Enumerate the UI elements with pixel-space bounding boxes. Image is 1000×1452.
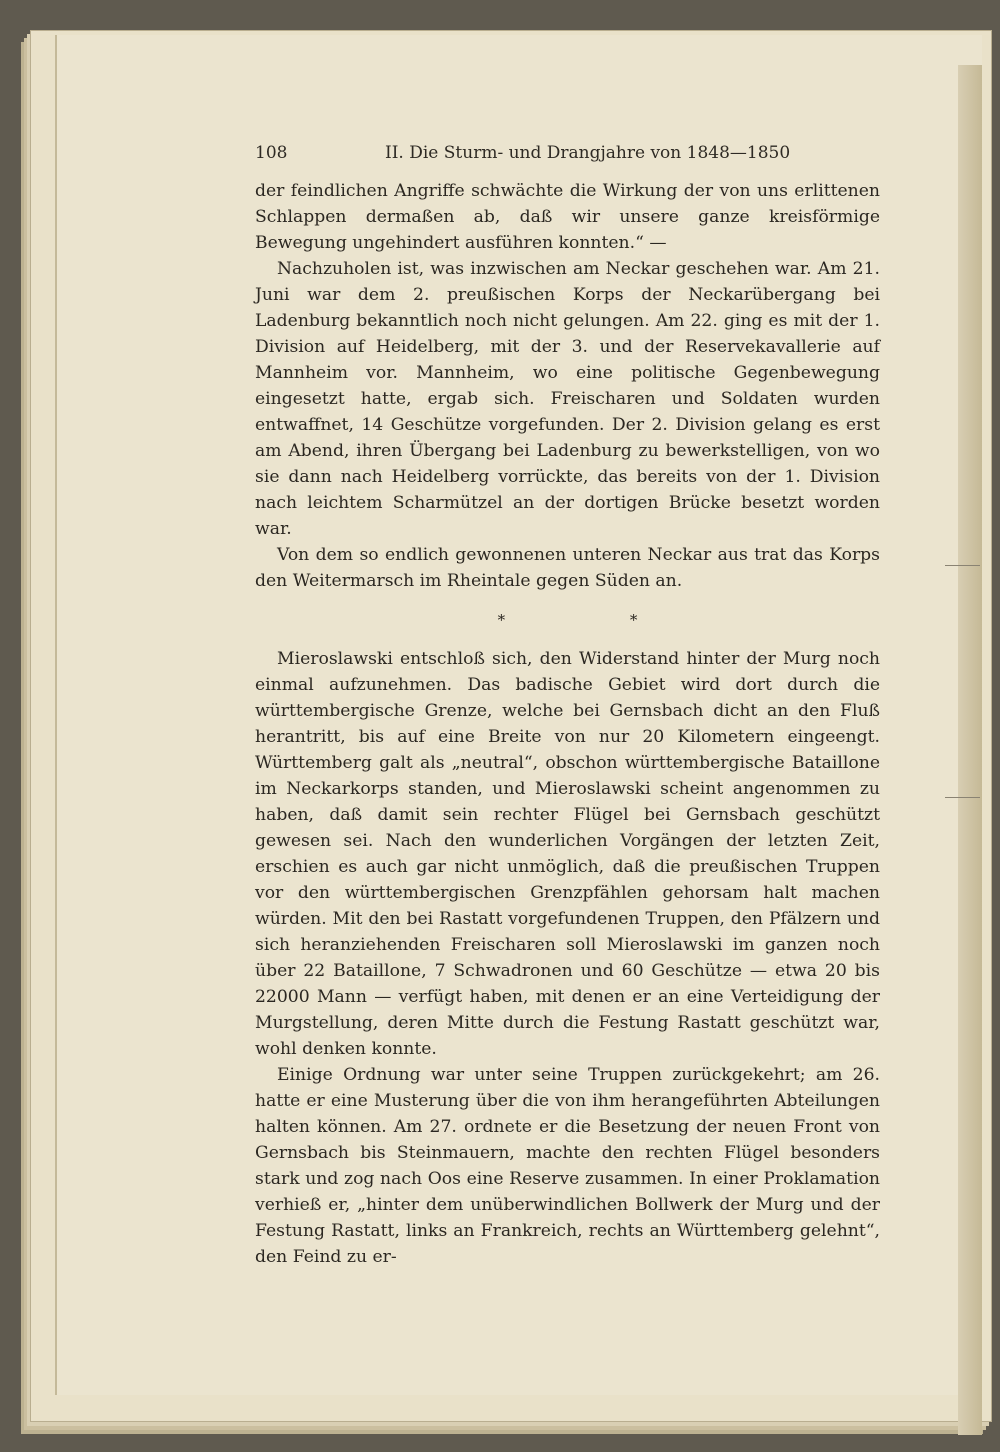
page-edge: [958, 65, 982, 1435]
paragraph-continuation: der feindlichen Angriffe schwächte die Wirkung der von uns erlittenen Schlappen dermaßen ab, daß wir unsere ganze kreisförmige Bewegung ungehindert ausführen konnten.“ —: [255, 181, 880, 253]
running-head: II. Die Sturm- und Drangjahre von 1848—1850: [385, 143, 791, 163]
margin-mark: [945, 797, 980, 798]
paragraph-ordnung: Einige Ordnung war unter seine Truppen zurückgekehrt; am 26. hatte er eine Musterung über die von ihm herangeführten Abteilungen halten können. Am 27. ordnete er die Besetzung der neuen Front von Gernsbach bis Steinmauern, machte den rechten Flügel besonders stark und zog nach Oos eine Reserve zusammen. In einer Proklamation verhieß er, „hinter dem unüberwindlichen Bollwerk der Murg und der Festung Rastatt, links an Frankreich, rechts an Württemberg gelehnt“, den Feind zu er-: [255, 1065, 880, 1267]
margin-mark: [945, 565, 980, 566]
page-number: 108: [255, 143, 288, 163]
body-text: [255, 178, 880, 1270]
paragraph-neckar: Nachzuholen ist, was inzwischen am Neckar geschehen war. Am 21. Juni war dem 2. preußischen Korps der Neckarübergang bei Ladenburg bekanntlich noch nicht gelungen. Am 22. ging es mit der 1. Division auf Heidelberg, mit der 3. und der Reservekavallerie auf Mannheim vor. Mannheim, wo eine politische Gegenbewegung eingesetzt hatte, ergab sich. Freischaren und Soldaten wurden entwaffnet, 14 Geschütze vorgefunden. Der 2. Division gelang es erst am Abend, ihren Übergang bei Ladenburg zu bewerkstelligen, von wo sie dann nach Heidelberg vorrückte, das bereits von der 1. Division nach leichtem Scharmützel an der dortigen Brücke besetzt worden war.: [255, 259, 880, 539]
paragraph-mieroslawski: Mieroslawski entschloß sich, den Widerstand hinter der Murg noch einmal aufzunehmen. Das badische Gebiet wird dort durch die württembergische Grenze, welche bei Gernsbach dicht an den Fluß herantritt, bis auf eine Breite von nur 20 Kilometern eingeengt. Württemberg galt als „neutral“, obschon württembergische Bataillone im Neckarkorps standen, und Mieroslawski scheint angenommen zu haben, daß damit sein rechter Flügel bei Gernsbach geschützt gewesen sei. Nach den wunderlichen Vorgängen der letzten Zeit, erschien es auch gar nicht unmöglich, daß die preußischen Truppen vor den württembergischen Grenzpfählen gehorsam halt machen würden. Mit den bei Rastatt vorgefundenen Truppen, den Pfälzern und sich heranziehenden Freischaren soll Mieroslawski im ganzen noch über 22 Bataillone, 7 Schwadronen und 60 Geschütze — etwa 20 bis 22000 Mann — verfügt haben, mit denen er an eine Verteidigung der Murgstellung, deren Mitte durch die Festung Rastatt geschützt war, wohl denken konnte.: [255, 649, 880, 1059]
page-header: [255, 143, 880, 167]
paragraph-korps: Von dem so endlich gewonnenen unteren Neckar aus trat das Korps den Weitermarsch im Rheintale gegen Süden an.: [255, 545, 880, 591]
section-separator: * *: [497, 611, 698, 629]
